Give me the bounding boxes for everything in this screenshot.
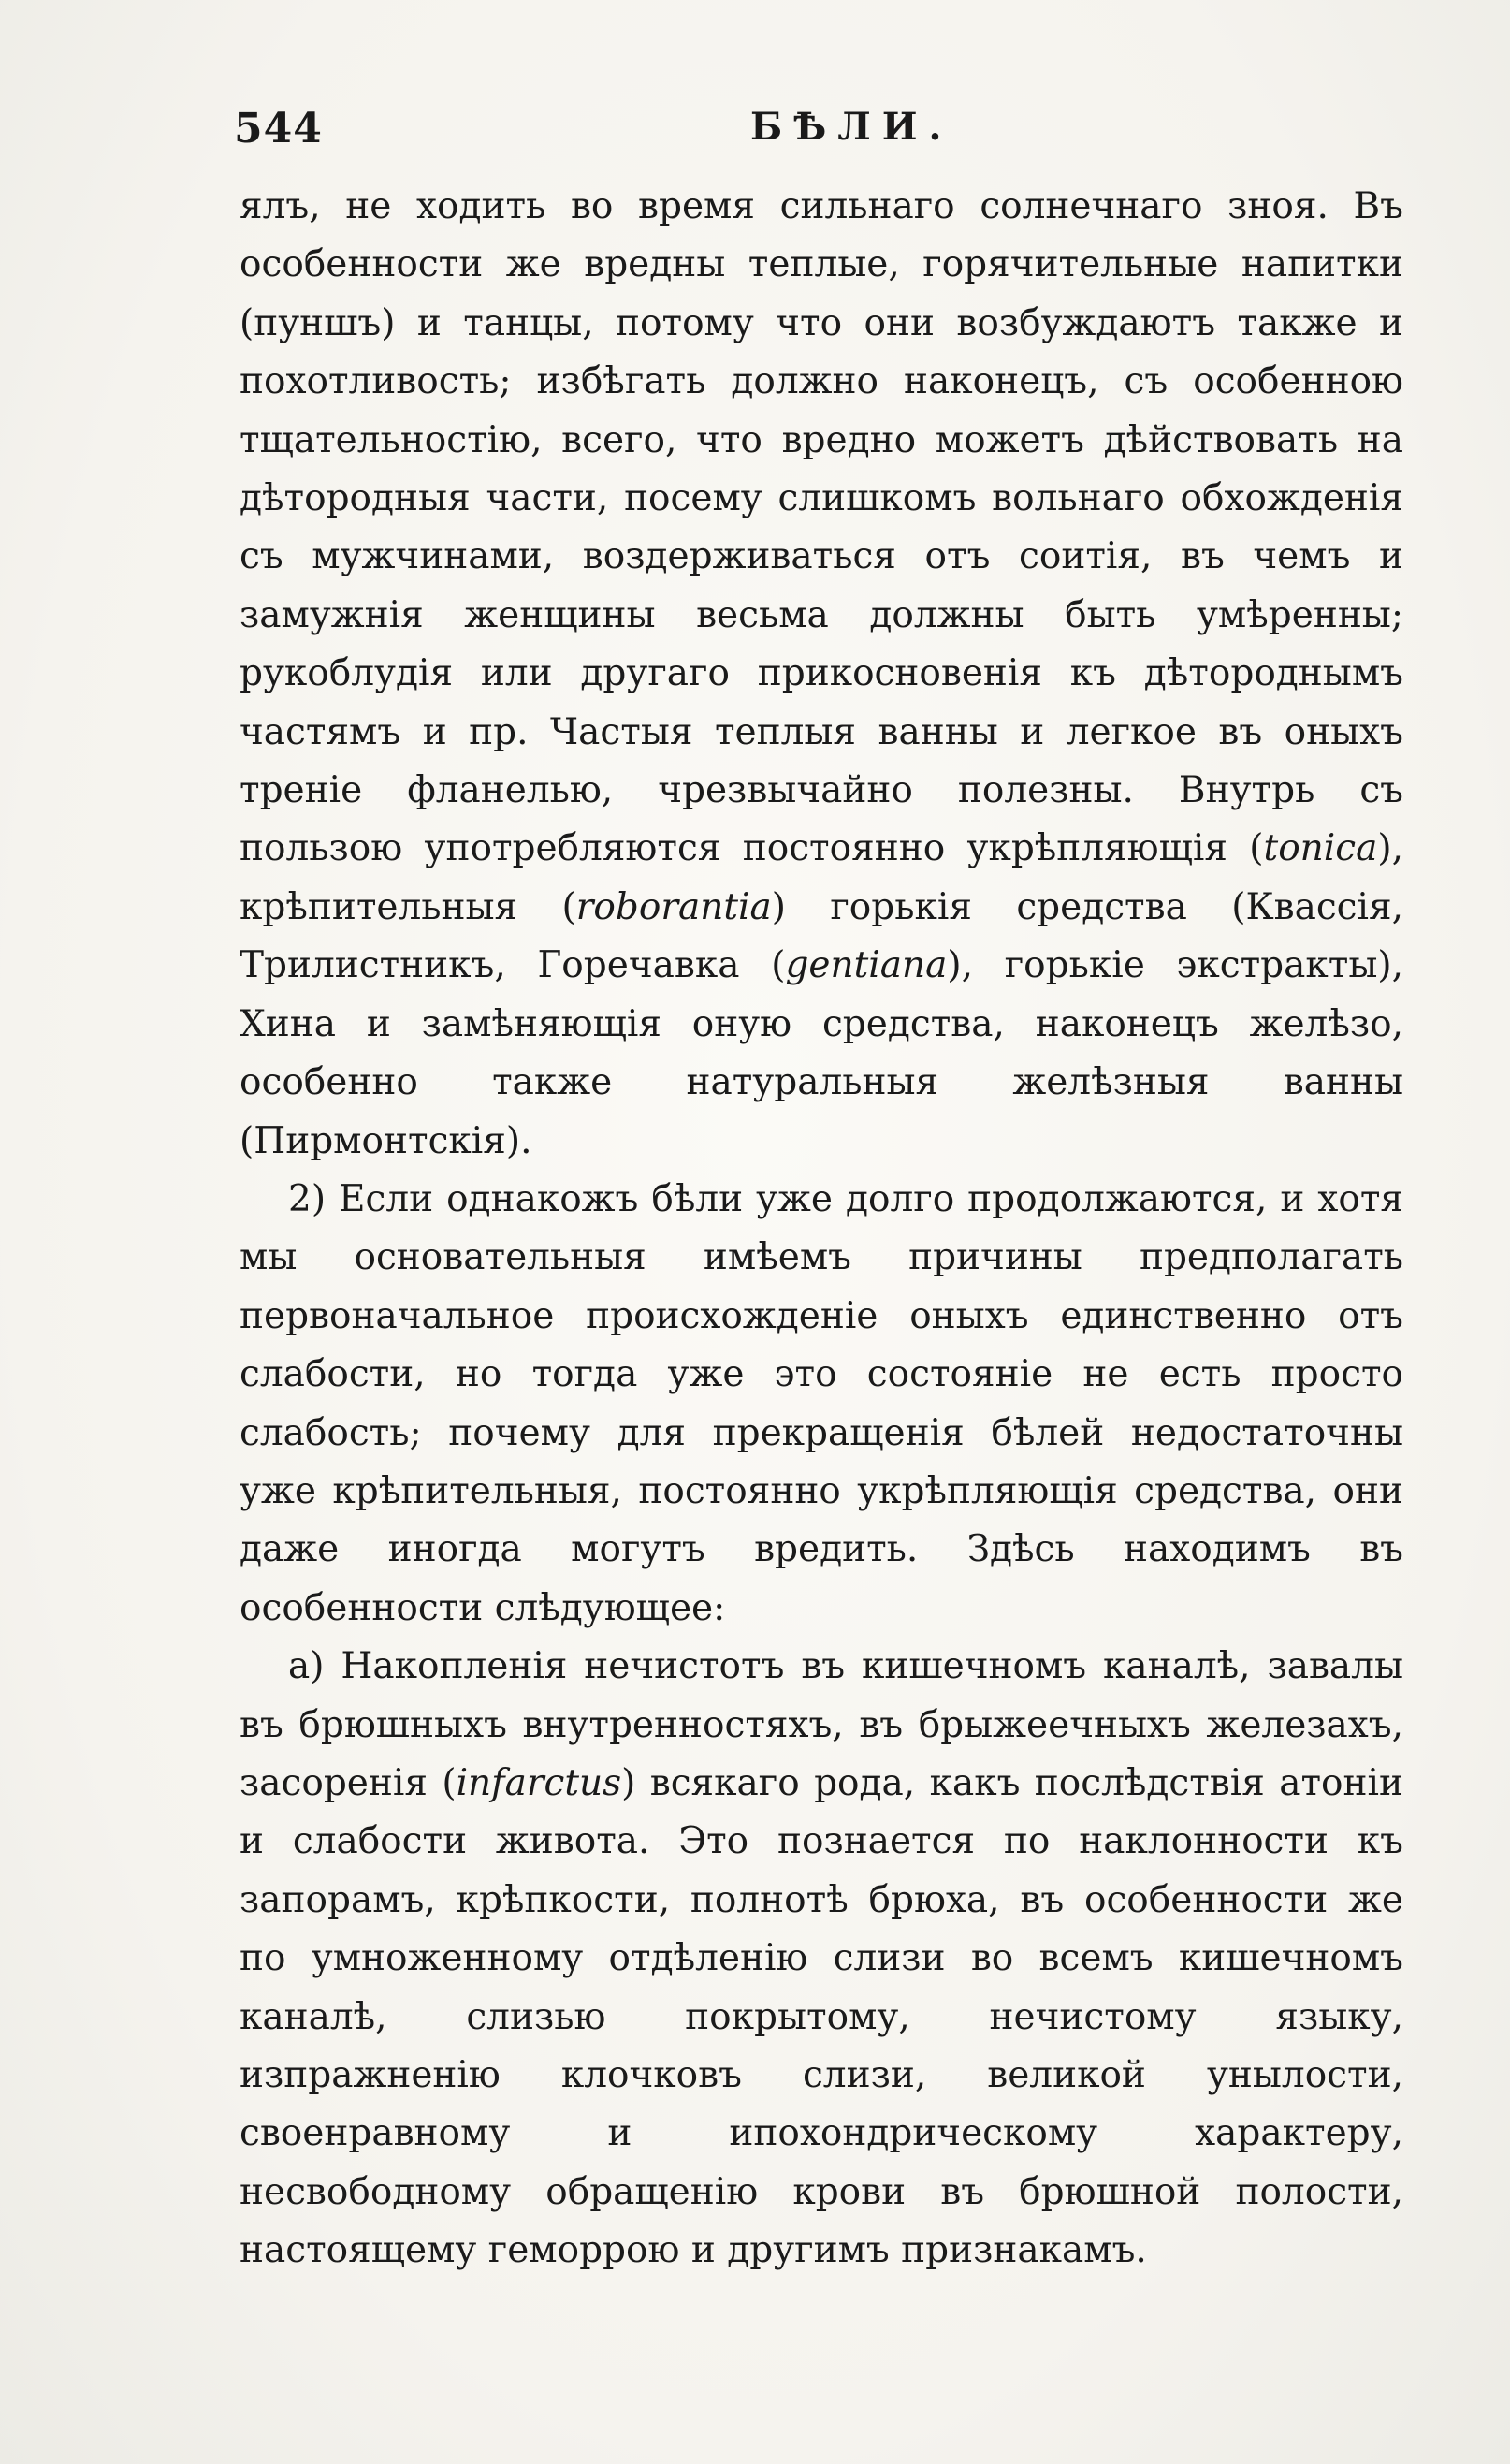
latin-term-gentiana: gentiana xyxy=(785,944,948,987)
paragraph-3-text-b: ) всякаго рода, какъ послѣдствія атоніи и слабости живота. Это познается по наклонности къ запорамъ, крѣпкости, полнотѣ брюха, въ особенности же по умноженному отдѣленію слизи во всемъ кишечномъ каналѣ, слизью покрытому, нечистому языку, изпражненію клочковъ слизи, великой унылости, своенравному и ипохондрическому характеру, несвободному обращенію крови въ брюшной полости, настоящему геморрою и другимъ признакамъ. xyxy=(240,1761,1403,2272)
latin-term-tonica: tonica xyxy=(1263,827,1378,870)
paragraph-1-text-b: ), крѣпительныя ( xyxy=(240,827,1403,928)
page-header xyxy=(234,105,1394,161)
page-number: 544 xyxy=(234,105,323,153)
paragraph-1-text: ялъ, не ходить во время сильнаго солнечнаго зноя. Въ особенности же вредны теплые, горячительные напитки (пуншъ) и танцы, потому что они возбуждаютъ также и похотливость; избѣгать должно наконецъ, съ особенною тщательностію, всего, что вредно можетъ дѣйствовать на дѣтородныя части, посему слишкомъ вольнаго обхожденія съ мужчинами, воздерживаться отъ соитія, въ чемъ и замужнія женщины весьма должны быть умѣренны; рукоблудія или другаго прикосновенія къ дѣтороднымъ частямъ и пр. Частыя теплыя ванны и легкое въ оныхъ треніе фланелью, чрезвычайно полезны. Внутрь съ пользою употребляются постоянно укрѣпляющія ( xyxy=(240,185,1403,870)
paragraph-1-text-c: ) горькія средства (Квассія, Трилистникъ, Горечавка ( xyxy=(240,885,1403,987)
running-head: БѢЛИ. xyxy=(750,105,953,149)
paragraph-1 xyxy=(240,178,1403,1171)
latin-term-infarctus: infarctus xyxy=(456,1761,622,1804)
latin-term-roborantia: roborantia xyxy=(575,885,772,928)
paragraph-3-text: а) Накопленія нечистотъ въ кишечномъ каналѣ, завалы въ брюшныхъ внутренностяхъ, въ брыжеечныхъ железахъ, засоренія ( xyxy=(240,1645,1403,1804)
paragraph-1-text-d: ), горькіе экстракты), Хина и замѣняющія оную средства, наконецъ желѣзо, особенно также натуральныя желѣзныя ванны (Пирмонтскія). xyxy=(240,944,1403,1162)
paragraph-2: 2) Если однакожъ бѣли уже долго продолжаются, и хотя мы основательныя имѣемъ причины предполагать первоначальное происхожденіе оныхъ единственно отъ слабости, но тогда уже это состояніе не есть просто слабость; почему для прекращенія бѣлей недостаточны уже крѣпительныя, постоянно укрѣпляющія средства, они даже иногда могутъ вредить. Здѣсь находимъ въ особенности слѣдующее: xyxy=(240,1177,1403,1629)
paragraph-3 xyxy=(240,1638,1403,2280)
body-text xyxy=(240,178,1403,2281)
